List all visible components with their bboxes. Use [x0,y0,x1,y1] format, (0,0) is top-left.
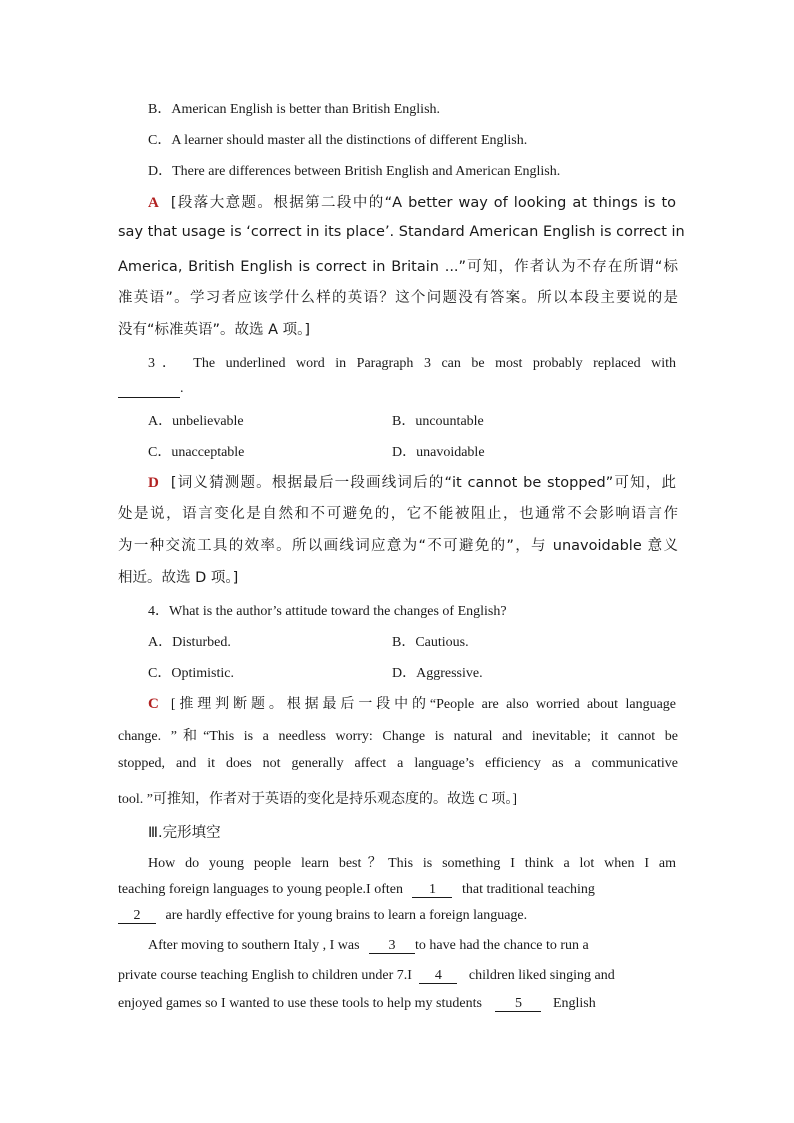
q4-stem: 4．What is the author’s attitude toward the changes of English? [148,604,507,619]
section-title: Ⅲ.完形填空 [148,825,221,841]
q3-explanation-line-4: 相近。故选 D 项。] [118,570,239,586]
q3-stem: 3． The underlined word in Paragraph 3 can be most probably replaced with [148,356,676,371]
q4-explanation-line-2: change. ”和“This is a needless worry: Change is natural and inevitable; it cannot be [118,729,678,744]
cloze-p1-line-3: 2 are hardly effective for young brains to learn a foreign language. [118,908,678,924]
cloze-blank-5[interactable]: 5 [495,996,541,1012]
q3-explanation-line-2: 处是说，语言变化是自然和不可避免的，它不能被阻止，也通常不会影响语言作 [118,506,678,522]
q2-explanation-line-4: 准英语”。学习者应该学什么样的英语？这个问题没有答案。所以本段主要说的是 [118,290,678,306]
cloze-blank-2[interactable]: 2 [118,908,156,924]
q4-explanation-line-4: tool. ”可推知，作者对于英语的变化是持乐观态度的。故选 C 项。] [118,792,517,807]
q2-option-c: C．A learner should master all the distinctions of different English. [148,133,528,148]
q2-explanation-line-5: 没有“标准英语”。故选 A 项。] [118,322,311,338]
q4-answer: C [148,696,159,712]
q3-answer: D [148,475,159,491]
q3-option-c: C．unacceptable [148,445,245,460]
q3-explanation-line-3: 为一种交流工具的效率。所以画线词应意为“不可避免的”，与 unavoidable 意义 [118,538,678,554]
cloze-p1-line-2: teaching foreign languages to young people.I often 1 that traditional teaching [118,882,595,897]
q3-stem-end: . [180,381,184,396]
q3-explanation-line-1: D [词义猜测题。根据最后一段画线词后的“it cannot be stopped”可知，此 [148,475,676,491]
cloze-blank-4[interactable]: 4 [419,968,457,984]
cloze-p2-line-3: enjoyed games so I wanted to use these tools to help my students 5 English [118,996,596,1011]
cloze-p1-line-1: How do young people learn best？This is something I think a lot when I am [148,856,676,871]
q2-option-d: D．There are differences between British English and American English. [148,164,561,179]
cloze-blank-3[interactable]: 3 [369,938,415,954]
q4-option-d: D．Aggressive. [392,666,483,681]
q2-explanation-line-1: A [段落大意题。根据第二段中的“A better way of looking at things is to [148,195,676,211]
q2-option-b: B．American English is better than British English. [148,102,441,117]
q3-option-b: B．uncountable [392,414,484,429]
q3-option-a: A．unbelievable [148,414,244,429]
q4-explanation-line-3: stopped, and it does not generally affect a language’s efficiency as a communicative [118,756,678,771]
q3-option-d: D．unavoidable [392,445,485,460]
q3-answer-blank [118,397,180,398]
q2-explanation-line-2: say that usage is ‘correct in its place’. Standard American English is correct in [118,224,685,240]
q2-answer: A [148,195,159,211]
cloze-p2-line-1: After moving to southern Italy , I was 3 to have had the chance to run a [148,938,589,953]
q4-option-c: C．Optimistic. [148,666,234,681]
q4-option-a: A．Disturbed. [148,635,231,650]
cloze-blank-1[interactable]: 1 [412,882,452,898]
q4-explanation-line-1: C [推理判断题。根据最后一段中的“People are also worried about language [148,696,676,712]
q4-option-b: B．Cautious. [392,635,469,650]
q2-explanation-line-3: America, British English is correct in Britain ...”可知，作者认为不存在所谓“标 [118,259,678,275]
cloze-p2-line-2: private course teaching English to children under 7.I 4 children liked singing and [118,968,615,983]
